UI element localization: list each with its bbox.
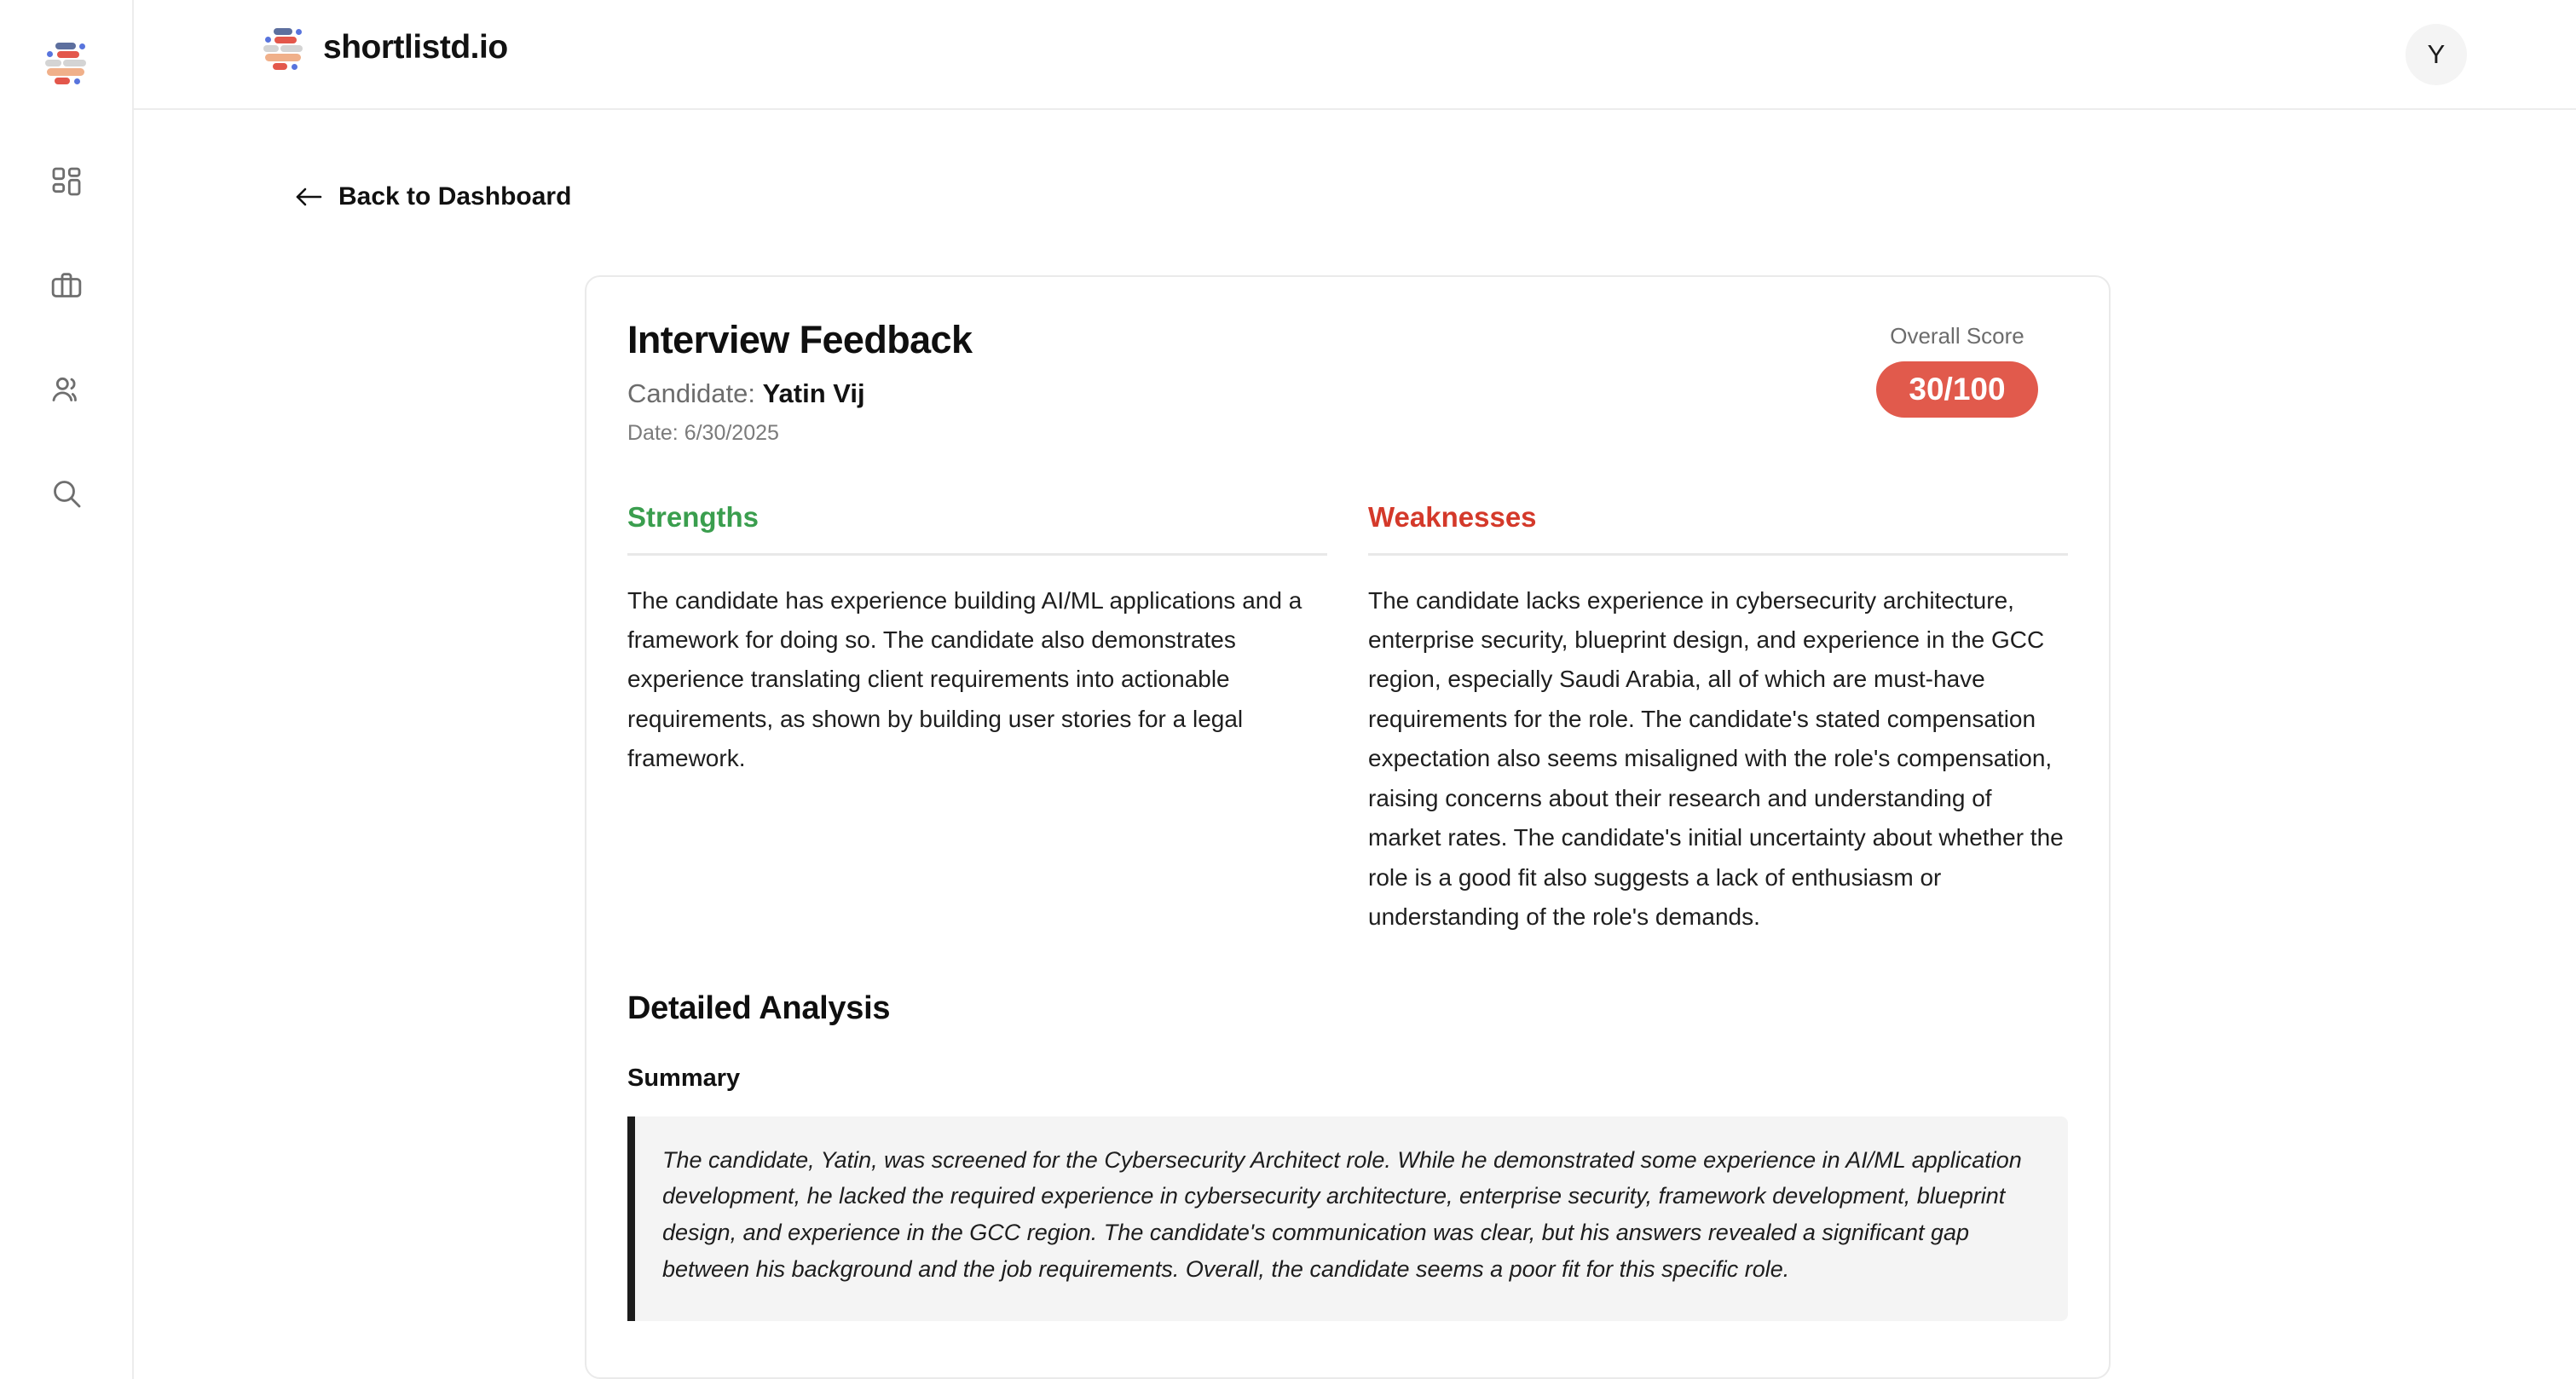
interview-date: Date: 6/30/2025 <box>627 420 779 445</box>
avatar-initial: Y <box>2427 39 2446 69</box>
candidate-name: Yatin Vij <box>762 378 865 408</box>
brand-name: shortlistd.io <box>323 28 508 66</box>
weaknesses-column <box>1368 500 2068 938</box>
page-title: Interview Feedback <box>627 318 973 361</box>
sidebar <box>0 0 134 1379</box>
candidate-label: Candidate: <box>627 378 755 408</box>
users-icon <box>49 372 84 407</box>
shortlistd-logo-icon <box>263 27 304 66</box>
sidebar-item-jobs[interactable] <box>40 259 93 312</box>
top-header <box>134 0 2576 110</box>
sidebar-item-dashboard[interactable] <box>40 155 93 208</box>
back-to-dashboard-link[interactable] <box>294 182 571 211</box>
summary-quote: The candidate, Yatin, was screened for the Cybersecurity Architect role. While he demonstrated some experience in AI/ML application development, he lacked the required experience in cybersecurity architecture, enterprise security, framework development, blueprint design, and experience in the GCC region. The candidate's communication was clear, but his answers revealed a significant gap between his background and the job requirements. Overall, the candidate seems a poor fit for this specific role. <box>627 1116 2068 1322</box>
interview-feedback-card <box>585 275 2111 1379</box>
strengths-column <box>627 500 1327 938</box>
weaknesses-divider <box>1368 553 2068 556</box>
strengths-weaknesses-columns <box>627 500 2068 938</box>
brand[interactable] <box>263 27 508 66</box>
sidebar-logo-icon[interactable] <box>43 41 90 80</box>
sidebar-nav <box>40 155 93 520</box>
briefcase-icon <box>49 268 84 303</box>
grid-icon <box>49 164 84 199</box>
detailed-analysis-heading: Detailed Analysis <box>627 990 891 1026</box>
card-header <box>627 318 2068 446</box>
strengths-body: The candidate has experience building AI/ML applications and a framework for doing so. The candidate also demonstrates experience translating client requirements into actionable requirements, as shown by building user stories for a legal framework. <box>627 586 1302 772</box>
summary-heading: Summary <box>627 1064 741 1092</box>
weaknesses-body: The candidate lacks experience in cybersecurity architecture, enterprise security, blueprint design, and experience in the GCC region, especially Saudi Arabia, all of which are must-have requirements for the role. The candidate's stated compensation expectation also seems misaligned with the role's compensation, raising concerns about their research and understanding of market rates. The candidate's initial uncertainty about whether the role is a good fit also suggests a lack of enthusiasm or understanding of the role's demands. <box>1368 586 2064 931</box>
overall-score <box>1846 323 2068 418</box>
main-content <box>134 110 2576 1379</box>
avatar[interactable] <box>2406 24 2467 85</box>
strengths-heading: Strengths <box>627 500 760 533</box>
arrow-left-icon <box>294 185 323 209</box>
strengths-divider <box>627 553 1327 556</box>
search-icon <box>49 476 84 511</box>
back-to-dashboard-label: Back to Dashboard <box>338 182 572 211</box>
weaknesses-heading: Weaknesses <box>1368 500 1537 533</box>
overall-score-label: Overall Score <box>1890 323 2024 349</box>
status-badge: 30/100 <box>1876 361 2038 418</box>
sidebar-item-candidates[interactable] <box>40 363 93 416</box>
sidebar-item-search[interactable] <box>40 467 93 520</box>
